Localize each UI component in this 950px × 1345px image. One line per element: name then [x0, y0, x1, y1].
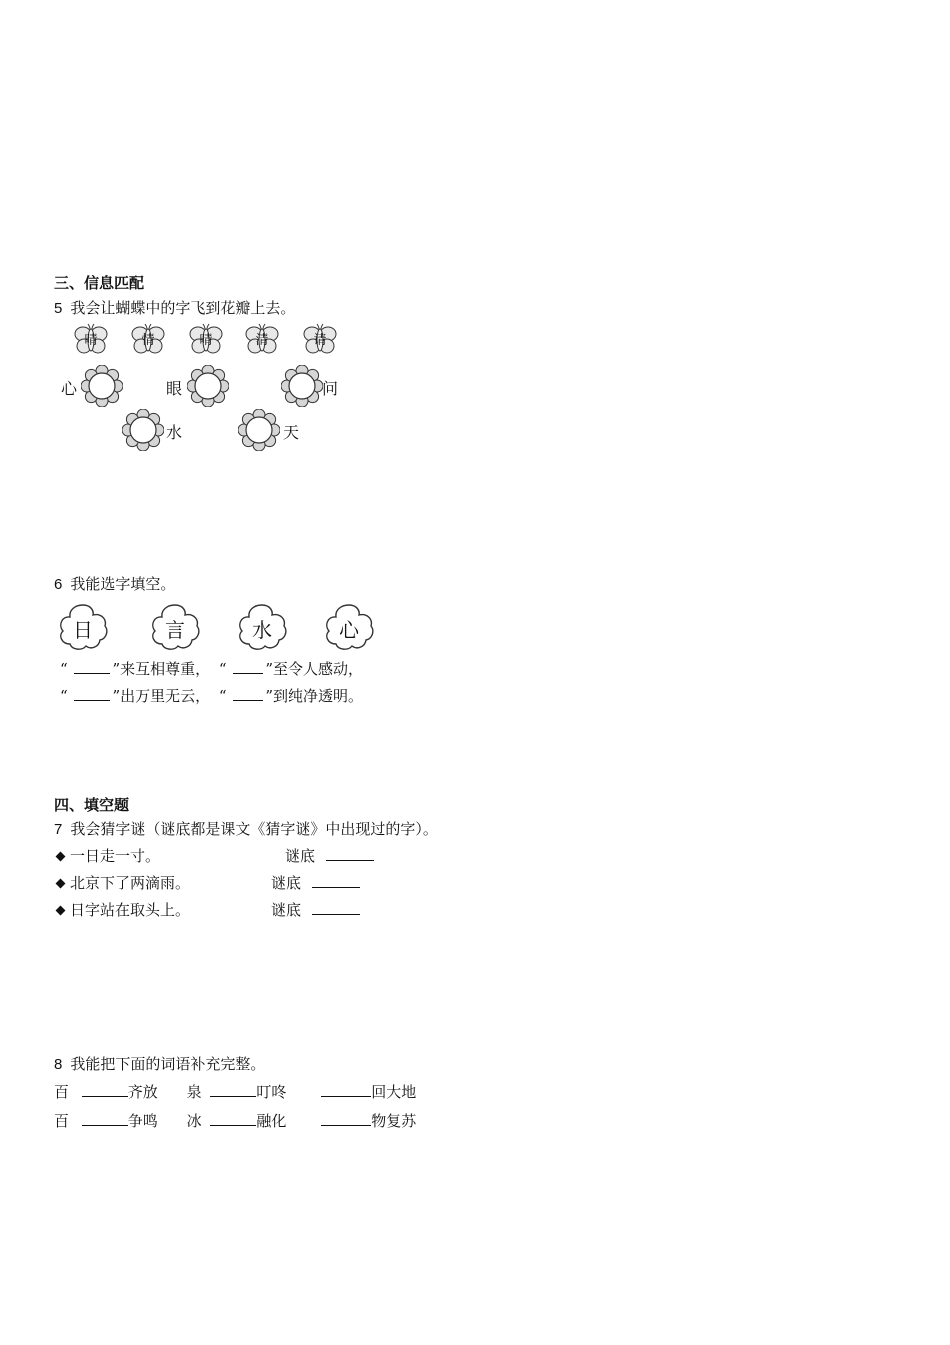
riddle-answer [271, 899, 360, 920]
word-prefix: 百 [54, 1083, 70, 1101]
answer-blank[interactable] [312, 900, 360, 915]
bullet-icon [56, 905, 66, 915]
cloud-char: 水 [252, 618, 272, 642]
riddle-item [54, 872, 190, 893]
line-text: ”至令人感动， [265, 660, 364, 678]
flower-blank[interactable] [238, 409, 280, 451]
riddle-answer [271, 872, 360, 893]
line-text: ”到纯净透明。 [265, 687, 364, 705]
butterfly-char: 晴 [199, 333, 213, 348]
answer-label: 谜底 [285, 847, 316, 865]
word-prefix: 百 [54, 1112, 70, 1130]
flower-blank[interactable] [81, 365, 123, 407]
butterfly-char: 晴 [84, 333, 98, 348]
riddle-item [54, 899, 190, 920]
riddle-text: 北京下了两滴雨。 [70, 874, 191, 892]
answer-blank[interactable] [233, 659, 263, 674]
cloud-option [322, 602, 376, 652]
butterfly [245, 322, 279, 356]
flower-icon [122, 409, 164, 451]
answer-blank[interactable] [233, 686, 263, 701]
cloud-char: 日 [73, 618, 93, 642]
line-text: ”来互相尊重， [112, 660, 211, 678]
riddle-text: 一日走一寸。 [70, 847, 161, 865]
butterfly-char: 情 [141, 333, 155, 348]
word-row-2 [54, 1110, 416, 1131]
flower-icon [238, 409, 280, 451]
word-suffix: 融化 [256, 1112, 287, 1130]
flower-label: 天 [283, 423, 300, 442]
cloud-char: 言 [165, 618, 185, 642]
butterfly-char: 清 [255, 333, 269, 348]
butterfly [74, 322, 108, 356]
answer-blank[interactable] [210, 1082, 256, 1097]
section-3-title: 三、信息匹配 [54, 274, 145, 292]
question-text: 我能把下面的词语补充完整。 [70, 1055, 266, 1073]
flower-blank[interactable] [281, 365, 323, 407]
answer-blank[interactable] [82, 1082, 128, 1097]
question-7 [54, 818, 438, 839]
answer-blank[interactable] [321, 1082, 371, 1097]
flower-blank[interactable] [187, 365, 229, 407]
word-prefix: 泉 [186, 1083, 202, 1101]
question-number: 8 [54, 1056, 63, 1073]
riddle-item [54, 845, 160, 866]
answer-label: 谜底 [271, 874, 302, 892]
word-suffix: 争鸣 [127, 1112, 158, 1130]
fill-line-1 [60, 658, 363, 679]
question-text: 我能选字填空。 [70, 575, 176, 593]
flower-label: 心 [61, 379, 78, 398]
bullet-icon [56, 878, 66, 888]
answer-label: 谜底 [271, 901, 302, 919]
flower-blank[interactable] [122, 409, 164, 451]
quote-open: “ [218, 687, 227, 705]
bullet-icon [56, 851, 66, 861]
question-8 [54, 1053, 265, 1074]
question-6 [54, 573, 175, 594]
quote-open: “ [60, 660, 68, 678]
flower-icon [81, 365, 123, 407]
flower-label: 水 [166, 423, 183, 442]
word-suffix: 叮咚 [256, 1083, 287, 1101]
answer-blank[interactable] [210, 1111, 256, 1126]
answer-blank[interactable] [326, 846, 374, 861]
word-suffix: 物复苏 [371, 1112, 417, 1130]
riddle-text: 日字站在取头上。 [70, 901, 191, 919]
question-number: 6 [54, 576, 63, 593]
answer-blank[interactable] [82, 1111, 128, 1126]
riddle-answer [285, 845, 374, 866]
butterfly [189, 322, 223, 356]
butterfly [303, 322, 337, 356]
answer-blank[interactable] [312, 873, 360, 888]
word-suffix: 回大地 [371, 1083, 417, 1101]
answer-blank[interactable] [74, 686, 110, 701]
question-number: 7 [54, 821, 63, 838]
fill-line-2 [60, 685, 363, 706]
cloud-option [235, 602, 289, 652]
cloud-option [148, 602, 202, 652]
answer-blank[interactable] [74, 659, 110, 674]
question-5 [54, 297, 295, 318]
cloud-char: 心 [339, 618, 359, 642]
flower-label: 问 [322, 379, 339, 398]
quote-open: “ [218, 660, 227, 678]
answer-blank[interactable] [321, 1111, 371, 1126]
line-text: ”出万里无云， [112, 687, 211, 705]
question-text: 我会让蝴蝶中的字飞到花瓣上去。 [70, 299, 296, 317]
word-suffix: 齐放 [127, 1083, 158, 1101]
word-prefix: 冰 [186, 1112, 202, 1130]
flower-icon [187, 365, 229, 407]
butterfly-char: 请 [313, 333, 327, 348]
cloud-option [56, 602, 110, 652]
butterfly [131, 322, 165, 356]
question-number: 5 [54, 300, 63, 317]
flower-icon [281, 365, 323, 407]
quote-open: “ [60, 687, 68, 705]
flower-label: 眼 [166, 379, 183, 398]
word-row-1 [54, 1081, 416, 1102]
question-text: 我会猜字谜（谜底都是课文《猜字谜》中出现过的字）。 [70, 820, 438, 838]
section-4-title: 四、填空题 [54, 796, 130, 814]
